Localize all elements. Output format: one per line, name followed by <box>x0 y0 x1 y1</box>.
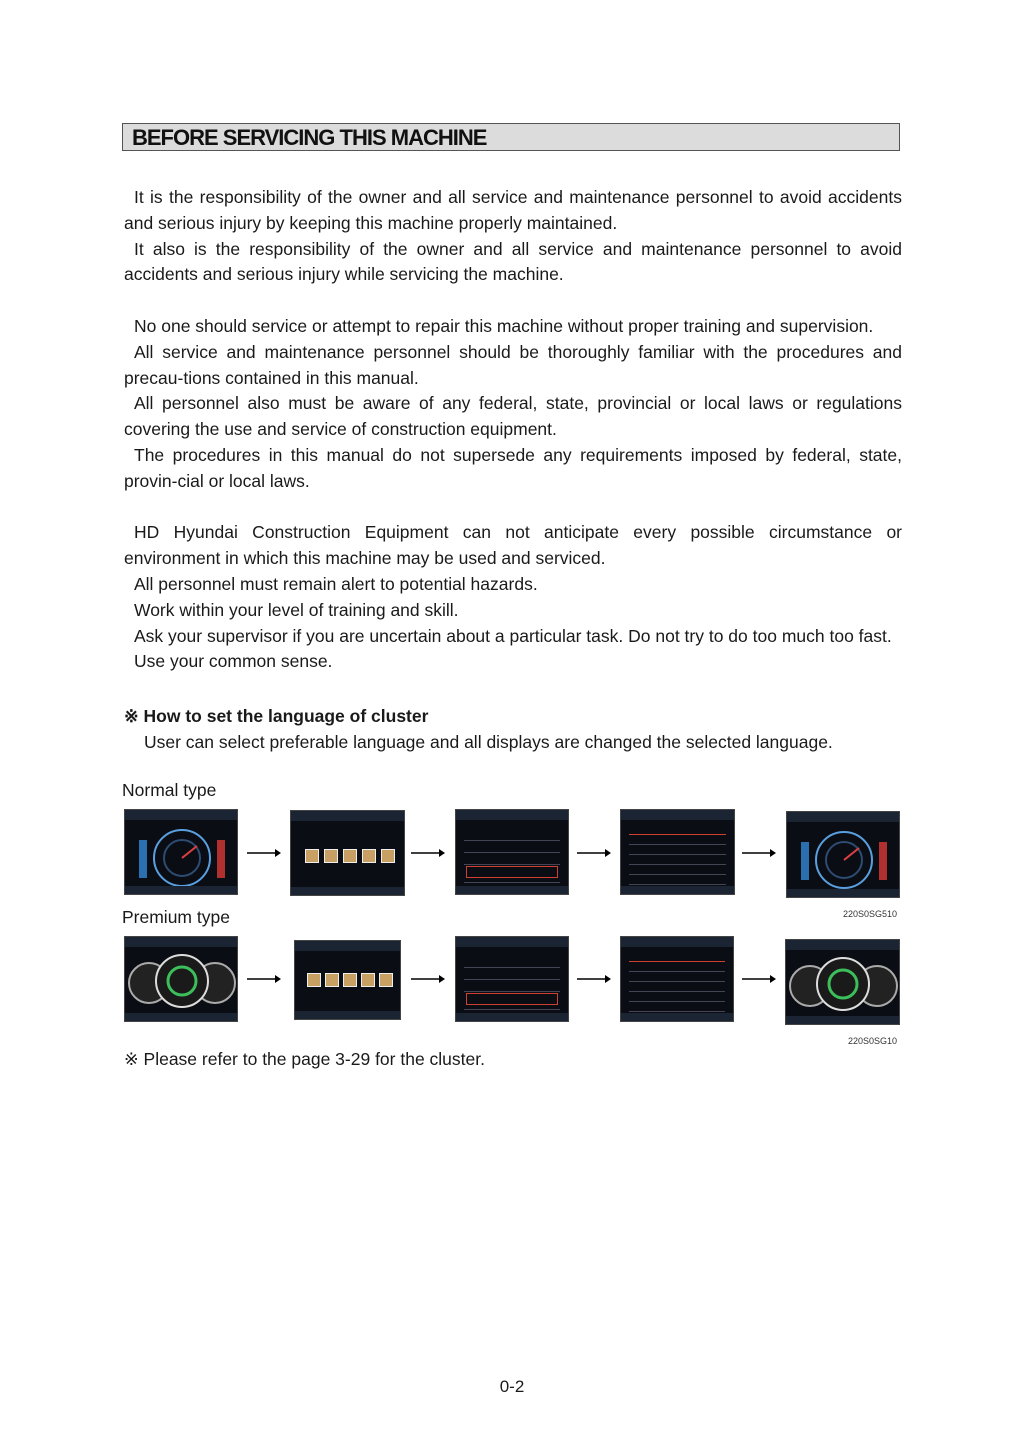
section-title-box <box>122 123 900 151</box>
normal-cluster-home-screen <box>124 809 238 895</box>
paragraph-4: All service and maintenance personnel should be thoroughly familiar with the procedures and precau-tions contained in this manual. <box>124 341 902 388</box>
premium-language-setting-screen <box>620 936 734 1022</box>
premium-figure-code: 220S0SG10 <box>848 1036 898 1046</box>
howto-body: User can select preferable language and all displays are changed the selected language. <box>144 732 833 752</box>
paragraph-8: All personnel must remain alert to potential hazards. <box>134 573 538 594</box>
arrow-icon <box>742 848 776 858</box>
normal-display-menu-screen <box>455 809 569 895</box>
premium-type-label: Premium type <box>122 907 230 927</box>
paragraph-5: All personnel also must be aware of any federal, state, provincial or local laws or regulations covering the use and service of construction equipment. <box>124 393 902 440</box>
section-title: BEFORE SERVICING THIS MACHINE <box>132 125 487 150</box>
cluster-reference-note: ※ Please refer to the page 3-29 for the cluster. <box>124 1049 485 1069</box>
premium-cluster-home-screen <box>124 936 238 1022</box>
arrow-icon <box>577 848 611 858</box>
arrow-icon <box>742 974 776 984</box>
normal-language-setting-screen <box>620 809 735 895</box>
arrow-icon <box>247 848 281 858</box>
howto-heading: ※ How to set the language of cluster <box>124 706 429 726</box>
normal-main-menu-screen <box>290 810 405 896</box>
arrow-icon <box>411 974 445 984</box>
paragraph-11: Use your common sense. <box>134 651 333 672</box>
arrow-icon <box>411 848 445 858</box>
paragraph-7: HD Hyundai Construction Equipment can not anticipate every possible circumstance or environment in which this machine may be used and serviced. <box>124 522 902 569</box>
paragraph-6: The procedures in this manual do not supersede any requirements imposed by federal, state, provin-cial or local laws. <box>124 444 902 491</box>
premium-main-menu-screen <box>294 940 401 1020</box>
normal-figure-code: 220S0SG510 <box>843 909 898 919</box>
paragraph-10: Ask your supervisor if you are uncertain about a particular task. Do not try to do too much too fast. <box>134 625 892 646</box>
page-number: 0-2 <box>499 1377 525 1396</box>
premium-display-menu-screen <box>455 936 569 1022</box>
premium-cluster-result-screen <box>785 939 900 1025</box>
normal-type-label: Normal type <box>122 780 217 800</box>
paragraph-3: No one should service or attempt to repair this machine without proper training and supervision. <box>134 315 874 336</box>
paragraph-2: It also is the responsibility of the owner and all service and maintenance personnel to avoid accidents and serious injury while servicing the machine. <box>124 238 902 285</box>
body-text <box>124 185 902 675</box>
paragraph-1: It is the responsibility of the owner and all service and maintenance personnel to avoid accidents and serious injury by keeping this machine properly maintained. <box>124 187 902 233</box>
arrow-icon <box>247 974 281 984</box>
normal-cluster-result-screen <box>786 811 900 898</box>
paragraph-9: Work within your level of training and skill. <box>134 599 459 620</box>
arrow-icon <box>577 974 611 984</box>
